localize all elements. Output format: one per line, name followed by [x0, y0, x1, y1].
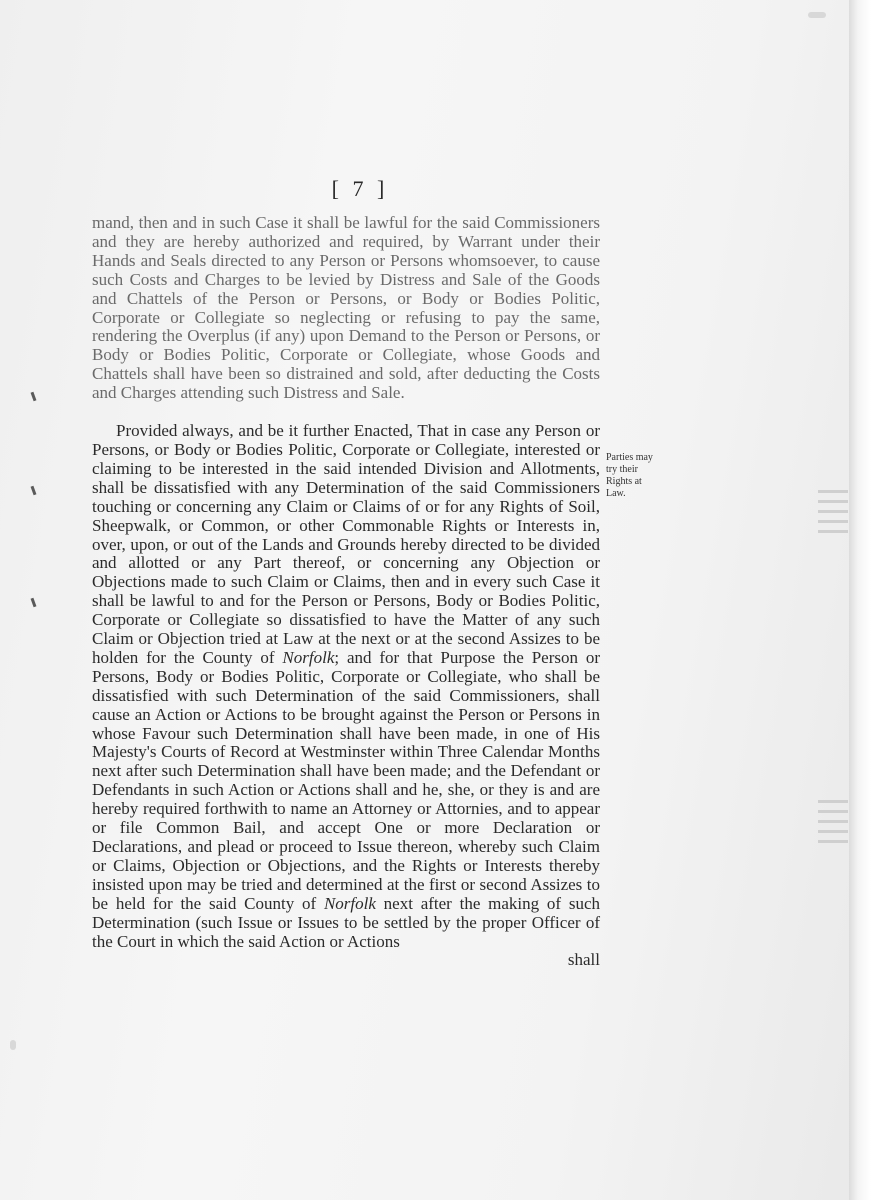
page-number: [ 7 ] [331, 176, 389, 201]
body-text [92, 214, 600, 970]
marginal-note [606, 452, 676, 500]
catchword: shall [567, 950, 600, 970]
paragraph-distress-and-sale: mand, then and in such Case it shall be lawful for the said Commissioners and they are hereby authorized and required, by Warrant under their Hands and Seals directed to any Person or Persons whomsoever, to cause such Costs and Charges to be levied by Distress and Sale of the Goods and Chattels of the Person or Persons, or Body or Bodies Politic, Corporate or Collegiate so neglecting or refusing to pay the same, rendering the Overplus (if any) upon Demand to the Person or Persons, or Body or Bodies Politic, Corporate or Collegiate, whose Goods and Chattels shall have been so distrained and sold, after deducting the Costs and Charges attending such Distress and Sale. [92, 213, 600, 403]
marginal-note-line: Rights at [606, 476, 642, 487]
bleed-through-marks [818, 800, 858, 850]
paper-speck [10, 1040, 16, 1050]
paragraph-right-to-try-at-law [92, 422, 600, 951]
margin-mark [31, 486, 37, 495]
margin-mark [31, 392, 37, 401]
paper-speck [808, 12, 826, 18]
page-fold-shadow [849, 0, 871, 1200]
county-name: Norfolk [323, 893, 376, 913]
paragraph-text: Provided always, and be it further Enacted, That in case any Person or Persons, or Body or Bodies Politic, Corporate or Collegiate, interested or claiming to be interested in the said intended Division and Allotments, shall be dissatisfied with any Determination of the said Commissioners touching or concerning any Claim or Claims of or for any Rights of Soil, Sheepwalk, or Common, or other Commonable Rights or Interests in, over, upon, or out of the Lands and Grounds hereby directed to be divided and allotted or any Part thereof, or concerning any Objection or Objections made to such Claim or Claims, then and in every such Case it shall be lawful to and for the Person or Persons, Body or Bodies Politic, Corporate or Collegiate so dissatisfied to have the Matter of any such Claim or Objection tried at Law at the next or at the second Assizes to be holden for the County of [92, 421, 600, 667]
margin-mark [31, 598, 37, 607]
marginal-note-line: Law. [606, 488, 626, 499]
paragraph-text: next after the making of such Determination (such Issue or Issues to be settled by the proper Officer of the Court in which the said Action or Actions [92, 893, 601, 951]
county-name: Norfolk [282, 647, 335, 667]
bleed-through-marks [818, 490, 858, 540]
paragraph-text: ; and for that Purpose the Person or Persons, Body or Bodies Politic, Corporate or Collegiate, who shall be dissatisfied with such Determination of the said Commissioners, shall cause an Action or Actions to be brought against the Person or Persons in whose Favour such Determination shall have been made, in one of His Majesty's Courts of Record at Westminster within Three Calendar Months next after such Determination shall have been made; and the Defendant or Defendants in such Action or Actions shall and he, she, or they is and are hereby required forthwith to name an Attorney or Attornies, and to appear or file Common Bail, and accept One or more Declaration or Declarations, and plead or proceed to Issue thereon, whereby such Claim or Claims, Objection or Objections, and the Rights or Interests thereby insisted upon may be tried and determined at the first or second Assizes to be held for the said County of [92, 647, 600, 913]
marginal-note-line: Parties may [606, 452, 653, 463]
marginal-note-line: try their [606, 464, 638, 475]
